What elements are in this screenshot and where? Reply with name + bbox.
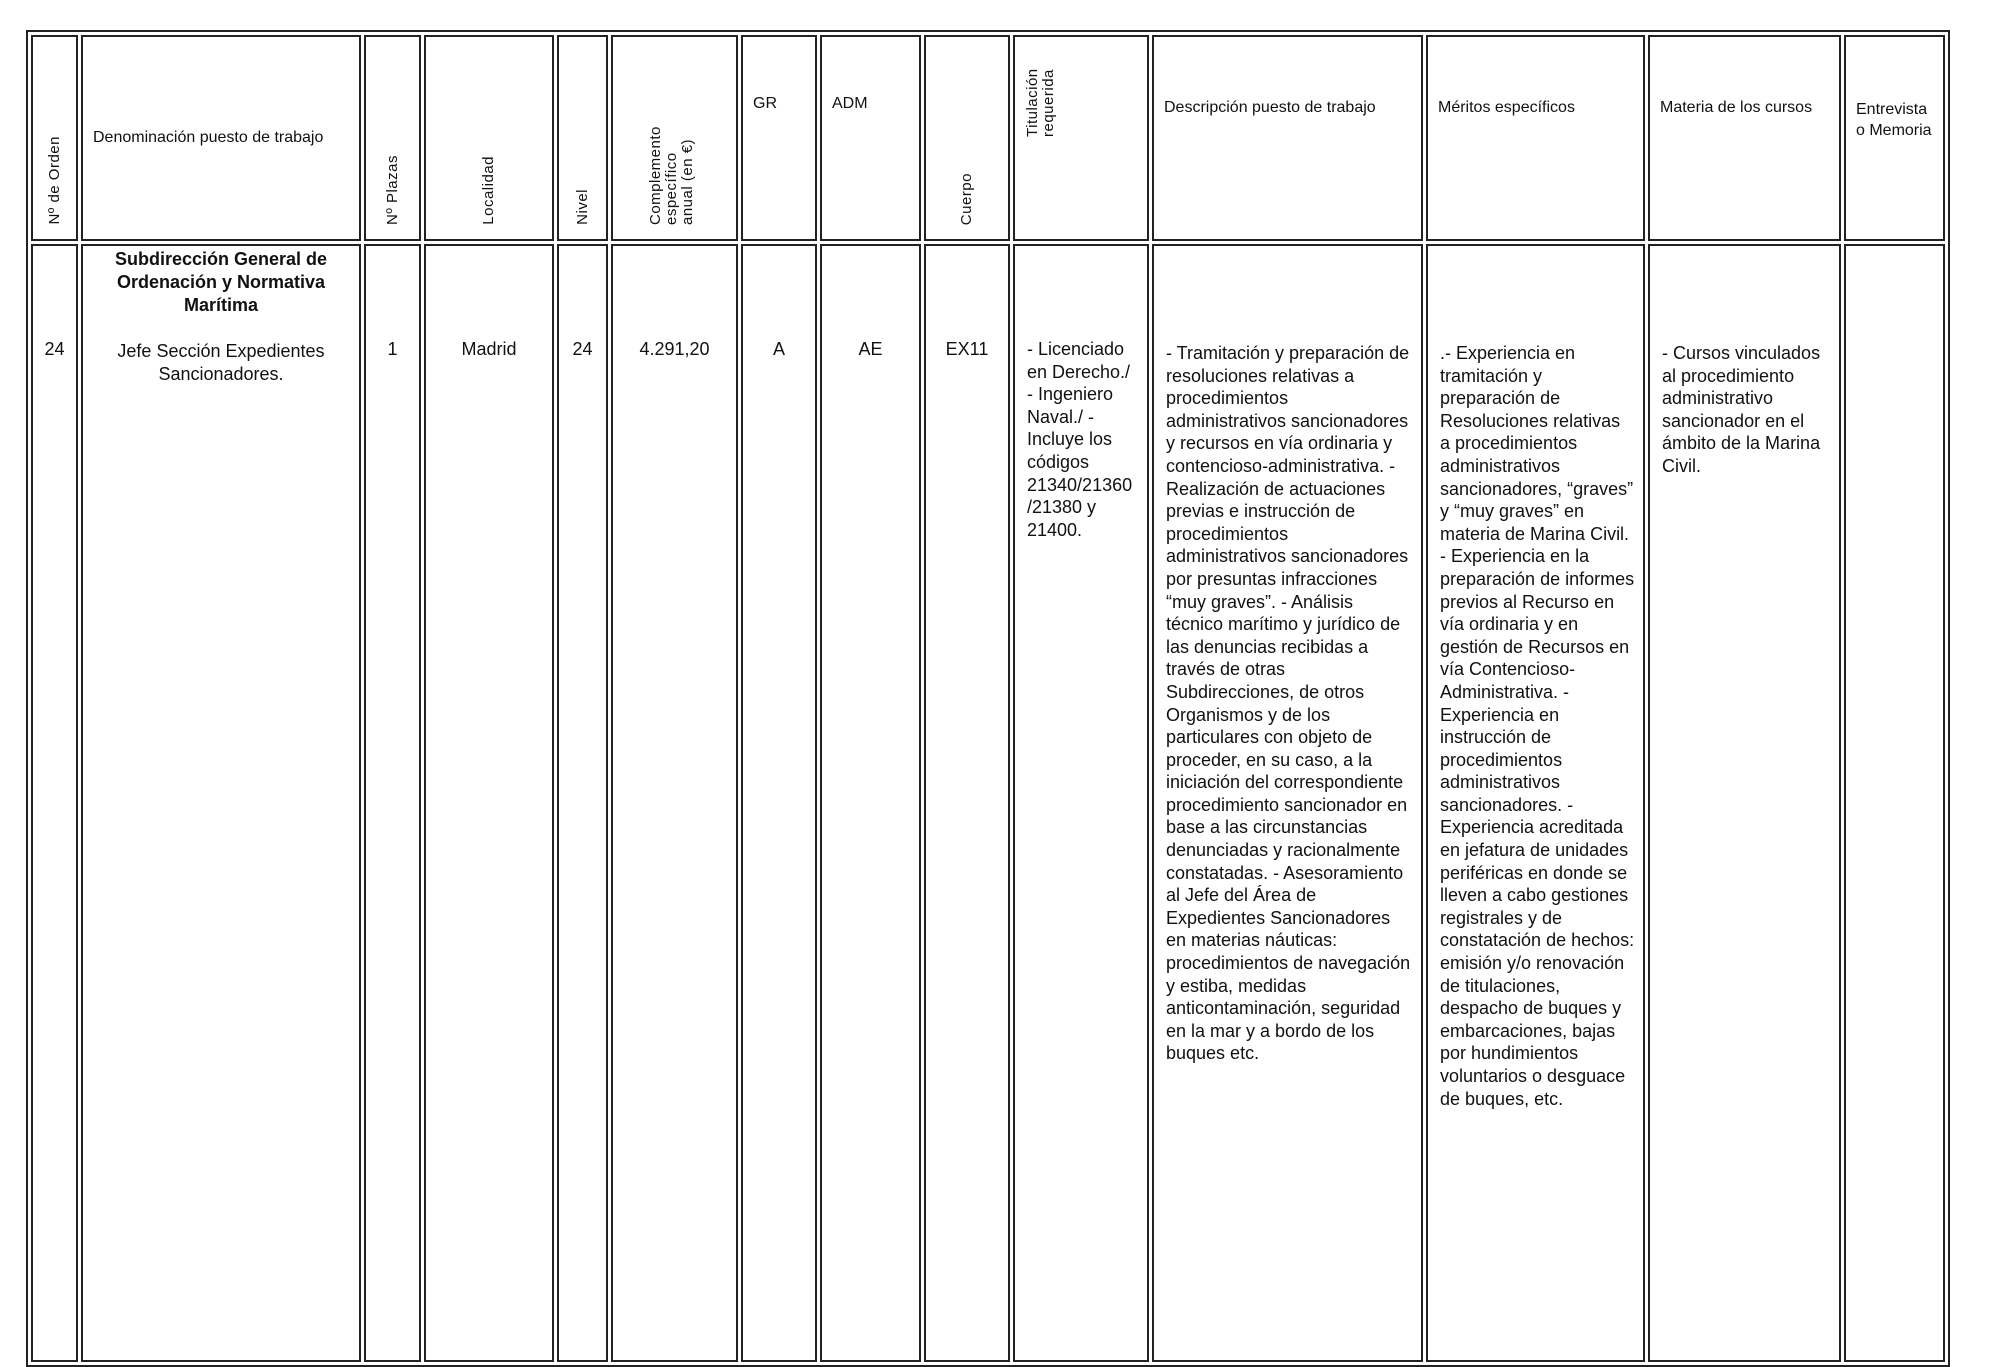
cell-cuerpo: EX11 (924, 244, 1010, 1362)
header-descripcion: Descripción puesto de trabajo (1152, 35, 1423, 241)
cell-descripcion: - Tramitación y preparación de resoluciones relativas a procedimientos administrativos sancionadores y recursos en vía ordinaria y contencioso-administrativa. - Realización de actuaciones previas e instrucción de procedimientos administrativos sancionadores por presuntas infracciones “muy graves”. - Análisis técnico marítimo y jurídico de las denuncias recibidas a través de otras Subdirecciones, de otros Organismos y de los particulares con objeto de proceder, en su caso, a la iniciación del correspondiente procedimiento sancionador en base a las circunstancias denunciadas y racionalmente constatadas. - Asesoramiento al Jefe del Área de Expedientes Sancionadores en materias náuticas: procedimientos de navegación y estiba, medidas anticontaminación, seguridad en la mar y a bordo de los buques etc. (1152, 244, 1423, 1362)
header-orden: Nº de Orden (31, 35, 78, 241)
unit-heading: Subdirección General de Ordenación y Normativa Marítima (114, 249, 328, 315)
header-row (31, 35, 1945, 241)
cell-plazas: 1 (364, 244, 421, 1362)
header-materia: Materia de los cursos (1648, 35, 1841, 241)
cell-denominacion (81, 244, 361, 1362)
header-entrevista: Entrevista o Memoria (1844, 35, 1945, 241)
cell-orden: 24 (31, 244, 78, 1362)
header-localidad: Localidad (424, 35, 554, 241)
header-denominacion: Denominación puesto de trabajo (81, 35, 361, 241)
header-complemento: Complemento específico anual (en €) (611, 35, 738, 241)
cell-complemento: 4.291,20 (611, 244, 738, 1362)
cell-titulacion: - Licenciado en Derecho./ - Ingeniero Naval./ - Incluye los códigos 21340/21360 /21380 y 21400. (1013, 244, 1149, 1362)
header-gr: GR (741, 35, 817, 241)
job-posting-table (26, 30, 1950, 1367)
cell-entrevista (1844, 244, 1945, 1362)
header-cuerpo: Cuerpo (924, 35, 1010, 241)
cell-materia: - Cursos vinculados al procedimiento administrativo sancionador en el ámbito de la Marina Civil. (1648, 244, 1841, 1362)
cell-gr: A (741, 244, 817, 1362)
cell-nivel: 24 (557, 244, 608, 1362)
cell-adm: AE (820, 244, 921, 1362)
header-adm: ADM (820, 35, 921, 241)
table-row (31, 244, 1945, 1362)
header-titulacion: Titulación requerida (1013, 35, 1149, 241)
header-meritos: Méritos específicos (1426, 35, 1645, 241)
cell-localidad: Madrid (424, 244, 554, 1362)
header-plazas: Nº Plazas (364, 35, 421, 241)
header-nivel: Nivel (557, 35, 608, 241)
job-title: Jefe Sección Expedientes Sancionadores. (117, 341, 325, 384)
cell-meritos: .- Experiencia en tramitación y preparación de Resoluciones relativas a procedimientos administrativos sancionadores, “graves” y “muy graves” en materia de Marina Civil. - Experiencia en la preparación de informes previos al Recurso en vía ordinaria y en gestión de Recursos en vía Contencioso-Administrativa. - Experiencia en instrucción de procedimientos administrativos sancionadores. - Experiencia acreditada en jefatura de unidades periféricas en donde se lleven a cabo gestiones registrales y de constatación de hechos: emisión y/o renovación de titulaciones, despacho de buques y embarcaciones, bajas por hundimientos voluntarios o desguace de buques, etc. (1426, 244, 1645, 1362)
